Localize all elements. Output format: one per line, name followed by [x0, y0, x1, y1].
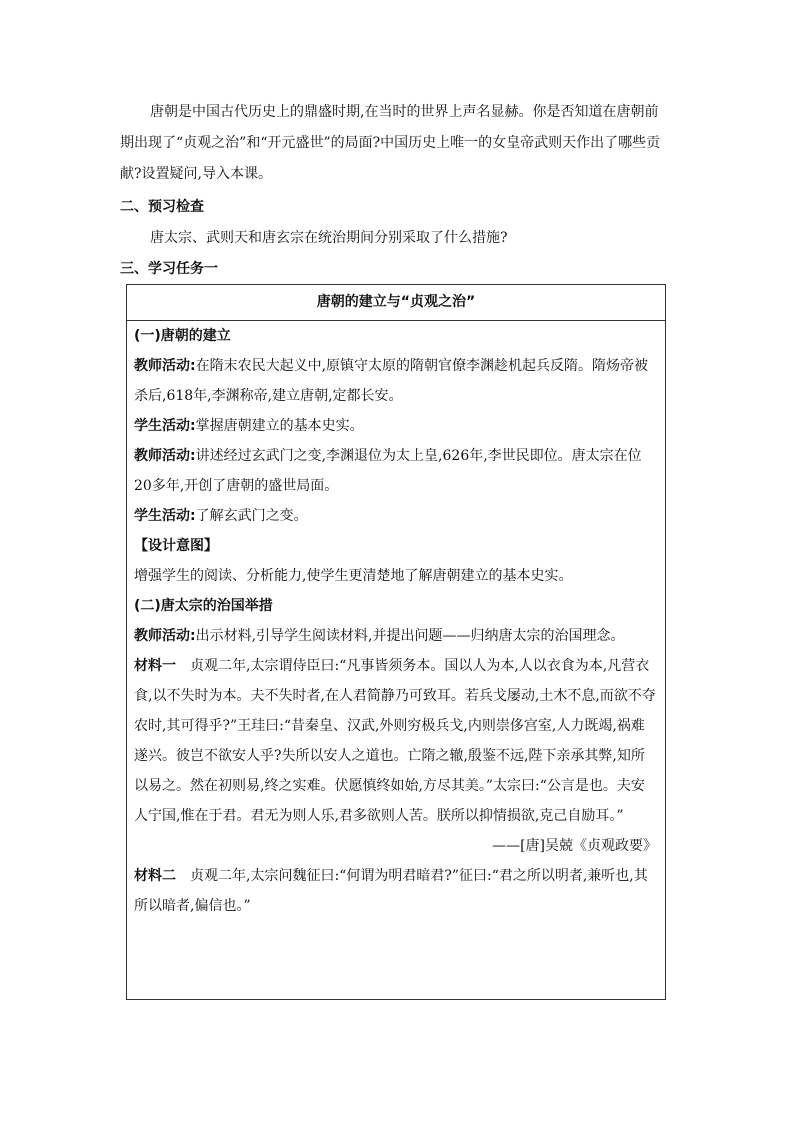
teacher-activity-text: 在隋末农民大起义中,原镇守太原的隋朝官僚李渊趁机起兵反隋。隋炀帝被杀后,618年,李渊称帝,建立唐朝,定都长安。	[134, 358, 649, 404]
material-1	[134, 651, 657, 831]
teacher-activity-label: 教师活动:	[134, 448, 196, 464]
student-activity-2	[134, 501, 657, 531]
material-label: 材料一	[134, 658, 176, 674]
student-activity-text: 掌握唐朝建立的基本史实。	[195, 418, 364, 434]
student-activity-label: 学生活动:	[134, 508, 196, 524]
material-text: 贞观二年,太宗问魏征曰:“何谓为明君暗君?”征曰:“君之所以明者,兼听也,其所以暗者,偏信也。”	[134, 868, 648, 914]
teacher-activity-text: 讲述经过玄武门之变,李渊退位为太上皇,626年,李世民即位。唐太宗在位20多年,开创了唐朝的盛世局面。	[134, 448, 642, 494]
design-intent-text: 增强学生的阅读、分析能力,使学生更清楚地了解唐朝建立的基本史实。	[134, 568, 573, 584]
student-activity-label: 学生活动:	[134, 418, 196, 434]
teacher-activity-3	[134, 621, 657, 651]
teacher-activity-label: 教师活动:	[134, 358, 196, 374]
intro-paragraph: 唐朝是中国古代历史上的鼎盛时期,在当时的世界上声名显赫。你是否知道在唐朝前期出现了“贞观之治”和“开元盛世”的局面?中国历史上唯一的女皇帝武则天作出了哪些贡献?设置疑问,导入本课。	[120, 104, 661, 182]
preview-question: 唐太宗、武则天和唐玄宗在统治期间分别采取了什么措施?	[150, 230, 508, 246]
lesson-table	[126, 284, 666, 1000]
material-label: 材料二	[134, 868, 176, 884]
subheading-taizong-measures: (二)唐太宗的治国举措	[134, 598, 273, 614]
teacher-activity-2	[134, 441, 657, 501]
section-heading-preview: 二、预习检查	[120, 199, 204, 215]
subheading-tang-founding: (一)唐朝的建立	[134, 328, 231, 344]
teacher-activity-text: 出示材料,引导学生阅读材料,并提出问题——归纳唐太宗的治国理念。	[195, 628, 625, 644]
student-activity-text: 了解玄武门之变。	[195, 508, 308, 524]
material-text: 贞观二年,太宗谓侍臣曰:“凡事皆须务本。国以人为本,人以衣食为本,凡营衣食,以不失时为本。夫不失时者,在人君简静乃可致耳。若兵戈屡动,土木不息,而欲不夺农时,其可得乎?”王珪曰:“昔秦皇、汉武,外则穷极兵戈,内则崇侈宫室,人力既竭,祸难遂兴。彼岂不欲安人乎?失所以安人之道也。亡隋之辙,殷鉴不远,陛下亲承其弊,知所以易之。然在初则易,终之实难。伏愿慎终如始,方尽其美。”太宗曰:“公言是也。夫安人宁国,惟在于君。君无为则人乐,君多欲则人苦。朕所以抑情损欲,克己自励耳。”	[134, 658, 656, 824]
table-title: 唐朝的建立与“贞观之治”	[127, 285, 665, 321]
design-intent-heading: 【设计意图】	[134, 538, 218, 554]
material-1-source: ——[唐]吴兢《贞观政要》	[492, 838, 657, 854]
teacher-activity-label: 教师活动:	[134, 628, 196, 644]
material-2	[134, 861, 657, 921]
teacher-activity-1	[134, 351, 657, 411]
table-body	[127, 321, 665, 921]
section-heading-task1: 三、学习任务一	[120, 261, 218, 277]
student-activity-1	[134, 411, 657, 441]
